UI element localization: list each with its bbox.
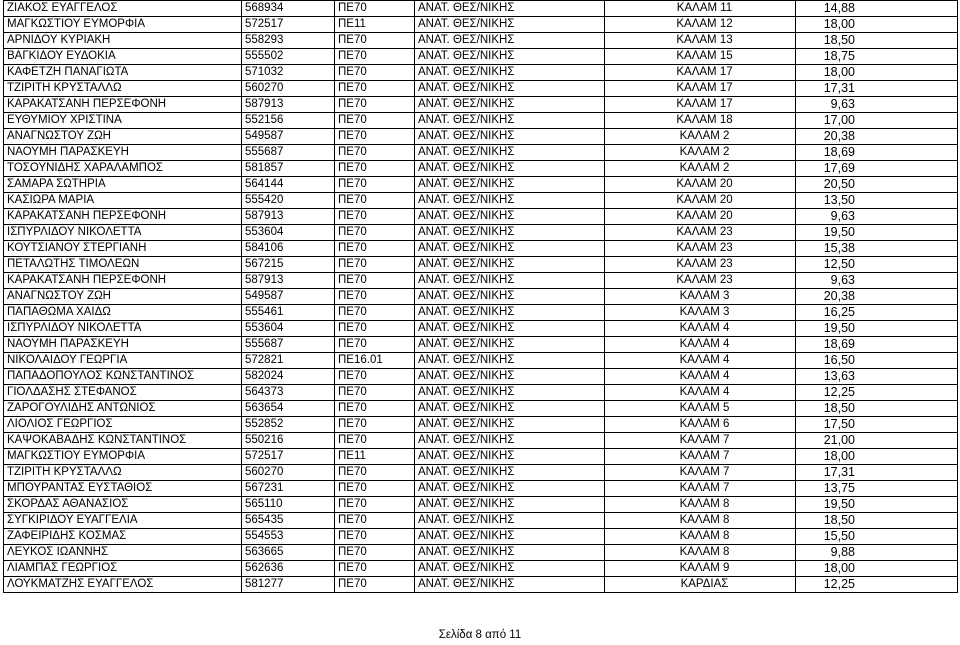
specialty-cell: ΠΕ70 (335, 577, 415, 593)
region-cell: ΑΝΑΤ. ΘΕΣ/ΝΙΚΗΣ (415, 225, 605, 241)
region-cell: ΑΝΑΤ. ΘΕΣ/ΝΙΚΗΣ (415, 113, 605, 129)
name-cell: ΣΥΓΚΙΡΙΔΟΥ ΕΥΑΓΓΕΛΙΑ (4, 513, 242, 529)
name-cell: ΚΑΦΕΤΖΗ ΠΑΝΑΓΙΩΤΑ (4, 65, 242, 81)
area-cell: ΚΑΛΑΜ 23 (605, 257, 796, 273)
score-cell: 12,50 (796, 257, 958, 273)
name-cell: ΤΟΣΟΥΝΙΔΗΣ ΧΑΡΑΛΑΜΠΟΣ (4, 161, 242, 177)
specialty-cell: ΠΕ70 (335, 273, 415, 289)
score-cell: 9,63 (796, 273, 958, 289)
area-cell: ΚΑΛΑΜ 20 (605, 193, 796, 209)
score-cell: 18,00 (796, 449, 958, 465)
name-cell: ΛΙΟΛΙΟΣ ΓΕΩΡΓΙΟΣ (4, 417, 242, 433)
name-cell: ΝΑΟΥΜΗ ΠΑΡΑΣΚΕΥΗ (4, 337, 242, 353)
name-cell: ΚΑΨΟΚΑΒΑΔΗΣ ΚΩΝΣΤΑΝΤΙΝΟΣ (4, 433, 242, 449)
area-cell: ΚΑΛΑΜ 8 (605, 513, 796, 529)
registry-number-cell: 555502 (242, 49, 335, 65)
specialty-cell: ΠΕ70 (335, 321, 415, 337)
specialty-cell: ΠΕ70 (335, 337, 415, 353)
table-row (4, 561, 958, 577)
score-cell: 14,88 (796, 1, 958, 17)
registry-number-cell: 555461 (242, 305, 335, 321)
score-cell: 17,31 (796, 465, 958, 481)
table-row (4, 177, 958, 193)
score-cell: 15,38 (796, 241, 958, 257)
specialty-cell: ΠΕ70 (335, 385, 415, 401)
specialty-cell: ΠΕ70 (335, 481, 415, 497)
score-cell: 16,50 (796, 353, 958, 369)
name-cell: ΠΕΤΑΛΩΤΗΣ ΤΙΜΟΛΕΩΝ (4, 257, 242, 273)
registry-number-cell: 564373 (242, 385, 335, 401)
score-cell: 17,50 (796, 417, 958, 433)
specialty-cell: ΠΕ70 (335, 401, 415, 417)
table-row (4, 1, 958, 17)
area-cell: ΚΑΛΑΜ 4 (605, 385, 796, 401)
specialty-cell: ΠΕ70 (335, 561, 415, 577)
specialty-cell: ΠΕ70 (335, 65, 415, 81)
registry-number-cell: 584106 (242, 241, 335, 257)
registry-number-cell: 563654 (242, 401, 335, 417)
area-cell: ΚΑΛΑΜ 4 (605, 353, 796, 369)
registry-number-cell: 582024 (242, 369, 335, 385)
candidates-table (3, 0, 958, 593)
name-cell: ΠΑΠΑΔΟΠΟΥΛΟΣ ΚΩΝΣΤΑΝΤΙΝΟΣ (4, 369, 242, 385)
area-cell: ΚΑΛΑΜ 8 (605, 529, 796, 545)
score-cell: 18,00 (796, 561, 958, 577)
registry-number-cell: 587913 (242, 209, 335, 225)
score-cell: 9,63 (796, 209, 958, 225)
name-cell: ΜΑΓΚΩΣΤΙΟΥ ΕΥΜΟΡΦΙΑ (4, 449, 242, 465)
registry-number-cell: 555420 (242, 193, 335, 209)
score-cell: 18,50 (796, 513, 958, 529)
table-row (4, 481, 958, 497)
name-cell: ΚΑΡΑΚΑΤΣΑΝΗ ΠΕΡΣΕΦΟΝΗ (4, 209, 242, 225)
region-cell: ΑΝΑΤ. ΘΕΣ/ΝΙΚΗΣ (415, 513, 605, 529)
region-cell: ΑΝΑΤ. ΘΕΣ/ΝΙΚΗΣ (415, 129, 605, 145)
area-cell: ΚΑΛΑΜ 23 (605, 273, 796, 289)
registry-number-cell: 562636 (242, 561, 335, 577)
region-cell: ΑΝΑΤ. ΘΕΣ/ΝΙΚΗΣ (415, 353, 605, 369)
area-cell: ΚΑΛΑΜ 18 (605, 113, 796, 129)
name-cell: ΛΕΥΚΟΣ ΙΩΑΝΝΗΣ (4, 545, 242, 561)
registry-number-cell: 549587 (242, 129, 335, 145)
score-cell: 19,50 (796, 321, 958, 337)
name-cell: ΛΙΑΜΠΑΣ ΓΕΩΡΓΙΟΣ (4, 561, 242, 577)
specialty-cell: ΠΕ70 (335, 113, 415, 129)
name-cell: ΕΥΘΥΜΙΟΥ ΧΡΙΣΤΙΝΑ (4, 113, 242, 129)
region-cell: ΑΝΑΤ. ΘΕΣ/ΝΙΚΗΣ (415, 1, 605, 17)
specialty-cell: ΠΕ70 (335, 97, 415, 113)
score-cell: 13,50 (796, 193, 958, 209)
name-cell: ΙΣΠΥΡΛΙΔΟΥ ΝΙΚΟΛΕΤΤΑ (4, 225, 242, 241)
name-cell: ΖΙΑΚΟΣ ΕΥΑΓΓΕΛΟΣ (4, 1, 242, 17)
region-cell: ΑΝΑΤ. ΘΕΣ/ΝΙΚΗΣ (415, 449, 605, 465)
region-cell: ΑΝΑΤ. ΘΕΣ/ΝΙΚΗΣ (415, 81, 605, 97)
registry-number-cell: 552156 (242, 113, 335, 129)
table-row (4, 97, 958, 113)
registry-number-cell: 581857 (242, 161, 335, 177)
specialty-cell: ΠΕ70 (335, 177, 415, 193)
table-row (4, 353, 958, 369)
score-cell: 12,25 (796, 577, 958, 593)
score-cell: 18,50 (796, 401, 958, 417)
table-row (4, 113, 958, 129)
registry-number-cell: 572517 (242, 17, 335, 33)
area-cell: ΚΑΛΑΜ 20 (605, 177, 796, 193)
score-cell: 21,00 (796, 433, 958, 449)
area-cell: ΚΑΛΑΜ 23 (605, 241, 796, 257)
score-cell: 18,00 (796, 65, 958, 81)
table-row (4, 209, 958, 225)
name-cell: ΖΑΡΟΓΟΥΛΙΔΗΣ ΑΝΤΩΝΙΟΣ (4, 401, 242, 417)
registry-number-cell: 560270 (242, 465, 335, 481)
specialty-cell: ΠΕ70 (335, 161, 415, 177)
specialty-cell: ΠΕ70 (335, 1, 415, 17)
registry-number-cell: 560270 (242, 81, 335, 97)
area-cell: ΚΑΛΑΜ 2 (605, 129, 796, 145)
name-cell: ΚΟΥΤΣΙΑΝΟΥ ΣΤΕΡΓΙΑΝΗ (4, 241, 242, 257)
table-row (4, 401, 958, 417)
area-cell: ΚΑΛΑΜ 3 (605, 305, 796, 321)
region-cell: ΑΝΑΤ. ΘΕΣ/ΝΙΚΗΣ (415, 33, 605, 49)
specialty-cell: ΠΕ70 (335, 225, 415, 241)
area-cell: ΚΑΛΑΜ 2 (605, 161, 796, 177)
score-cell: 9,88 (796, 545, 958, 561)
area-cell: ΚΑΛΑΜ 7 (605, 465, 796, 481)
score-cell: 18,69 (796, 145, 958, 161)
table-row (4, 545, 958, 561)
score-cell: 16,25 (796, 305, 958, 321)
table-row (4, 577, 958, 593)
region-cell: ΑΝΑΤ. ΘΕΣ/ΝΙΚΗΣ (415, 289, 605, 305)
name-cell: ΝΙΚΟΛΑΙΔΟΥ ΓΕΩΡΓΙΑ (4, 353, 242, 369)
table-row (4, 225, 958, 241)
region-cell: ΑΝΑΤ. ΘΕΣ/ΝΙΚΗΣ (415, 273, 605, 289)
region-cell: ΑΝΑΤ. ΘΕΣ/ΝΙΚΗΣ (415, 401, 605, 417)
table-row (4, 273, 958, 289)
area-cell: ΚΑΛΑΜ 4 (605, 321, 796, 337)
table-row (4, 81, 958, 97)
table-body (4, 1, 958, 593)
specialty-cell: ΠΕ70 (335, 81, 415, 97)
specialty-cell: ΠΕ70 (335, 545, 415, 561)
name-cell: ΒΑΓΚΙΔΟΥ ΕΥΔΟΚΙΑ (4, 49, 242, 65)
region-cell: ΑΝΑΤ. ΘΕΣ/ΝΙΚΗΣ (415, 209, 605, 225)
name-cell: ΚΑΡΑΚΑΤΣΑΝΗ ΠΕΡΣΕΦΟΝΗ (4, 97, 242, 113)
region-cell: ΑΝΑΤ. ΘΕΣ/ΝΙΚΗΣ (415, 257, 605, 273)
specialty-cell: ΠΕ70 (335, 33, 415, 49)
registry-number-cell: 558293 (242, 33, 335, 49)
specialty-cell: ΠΕ70 (335, 433, 415, 449)
table-row (4, 145, 958, 161)
area-cell: ΚΑΛΑΜ 9 (605, 561, 796, 577)
area-cell: ΚΑΛΑΜ 7 (605, 433, 796, 449)
score-cell: 19,50 (796, 225, 958, 241)
name-cell: ΑΝΑΓΝΩΣΤΟΥ ΖΩΗ (4, 129, 242, 145)
registry-number-cell: 567231 (242, 481, 335, 497)
score-cell: 17,31 (796, 81, 958, 97)
region-cell: ΑΝΑΤ. ΘΕΣ/ΝΙΚΗΣ (415, 321, 605, 337)
table-row (4, 385, 958, 401)
region-cell: ΑΝΑΤ. ΘΕΣ/ΝΙΚΗΣ (415, 369, 605, 385)
name-cell: ΑΝΑΓΝΩΣΤΟΥ ΖΩΗ (4, 289, 242, 305)
specialty-cell: ΠΕ11 (335, 17, 415, 33)
table-row (4, 129, 958, 145)
region-cell: ΑΝΑΤ. ΘΕΣ/ΝΙΚΗΣ (415, 385, 605, 401)
region-cell: ΑΝΑΤ. ΘΕΣ/ΝΙΚΗΣ (415, 241, 605, 257)
specialty-cell: ΠΕ70 (335, 289, 415, 305)
area-cell: ΚΑΛΑΜ 4 (605, 337, 796, 353)
region-cell: ΑΝΑΤ. ΘΕΣ/ΝΙΚΗΣ (415, 465, 605, 481)
table-row (4, 49, 958, 65)
region-cell: ΑΝΑΤ. ΘΕΣ/ΝΙΚΗΣ (415, 417, 605, 433)
table-row (4, 257, 958, 273)
region-cell: ΑΝΑΤ. ΘΕΣ/ΝΙΚΗΣ (415, 561, 605, 577)
registry-number-cell: 581277 (242, 577, 335, 593)
region-cell: ΑΝΑΤ. ΘΕΣ/ΝΙΚΗΣ (415, 481, 605, 497)
table-row (4, 321, 958, 337)
score-cell: 17,00 (796, 113, 958, 129)
registry-number-cell: 564144 (242, 177, 335, 193)
name-cell: ΠΑΠΑΘΩΜΑ ΧΑΙΔΩ (4, 305, 242, 321)
specialty-cell: ΠΕ11 (335, 449, 415, 465)
score-cell: 20,38 (796, 289, 958, 305)
region-cell: ΑΝΑΤ. ΘΕΣ/ΝΙΚΗΣ (415, 305, 605, 321)
table-row (4, 449, 958, 465)
table-row (4, 529, 958, 545)
area-cell: ΚΑΛΑΜ 2 (605, 145, 796, 161)
specialty-cell: ΠΕ70 (335, 465, 415, 481)
area-cell: ΚΑΛΑΜ 20 (605, 209, 796, 225)
area-cell: ΚΑΡΔΙΑΣ (605, 577, 796, 593)
name-cell: ΤΖΙΡΙΤΗ ΚΡΥΣΤΑΛΛΩ (4, 81, 242, 97)
area-cell: ΚΑΛΑΜ 6 (605, 417, 796, 433)
registry-number-cell: 572821 (242, 353, 335, 369)
region-cell: ΑΝΑΤ. ΘΕΣ/ΝΙΚΗΣ (415, 161, 605, 177)
area-cell: ΚΑΛΑΜ 17 (605, 81, 796, 97)
region-cell: ΑΝΑΤ. ΘΕΣ/ΝΙΚΗΣ (415, 497, 605, 513)
score-cell: 18,00 (796, 17, 958, 33)
registry-number-cell: 553604 (242, 225, 335, 241)
specialty-cell: ΠΕ70 (335, 241, 415, 257)
specialty-cell: ΠΕ70 (335, 209, 415, 225)
name-cell: ΤΖΙΡΙΤΗ ΚΡΥΣΤΑΛΛΩ (4, 465, 242, 481)
region-cell: ΑΝΑΤ. ΘΕΣ/ΝΙΚΗΣ (415, 49, 605, 65)
registry-number-cell: 555687 (242, 145, 335, 161)
score-cell: 13,75 (796, 481, 958, 497)
score-cell: 20,50 (796, 177, 958, 193)
name-cell: ΛΟΥΚΜΑΤΖΗΣ ΕΥΑΓΓΕΛΟΣ (4, 577, 242, 593)
area-cell: ΚΑΛΑΜ 17 (605, 65, 796, 81)
registry-number-cell: 563665 (242, 545, 335, 561)
name-cell: ΓΙΟΛΔΑΣΗΣ ΣΤΕΦΑΝΟΣ (4, 385, 242, 401)
table-row (4, 465, 958, 481)
registry-number-cell: 555687 (242, 337, 335, 353)
region-cell: ΑΝΑΤ. ΘΕΣ/ΝΙΚΗΣ (415, 433, 605, 449)
region-cell: ΑΝΑΤ. ΘΕΣ/ΝΙΚΗΣ (415, 337, 605, 353)
specialty-cell: ΠΕ70 (335, 193, 415, 209)
table-row (4, 337, 958, 353)
name-cell: ΑΡΝΙΔΟΥ ΚΥΡΙΑΚΗ (4, 33, 242, 49)
specialty-cell: ΠΕ70 (335, 529, 415, 545)
area-cell: ΚΑΛΑΜ 7 (605, 449, 796, 465)
name-cell: ΝΑΟΥΜΗ ΠΑΡΑΣΚΕΥΗ (4, 145, 242, 161)
page-footer: Σελίδα 8 από 11 (438, 629, 522, 641)
specialty-cell: ΠΕ70 (335, 369, 415, 385)
score-cell: 18,50 (796, 33, 958, 49)
name-cell: ΚΑΡΑΚΑΤΣΑΝΗ ΠΕΡΣΕΦΟΝΗ (4, 273, 242, 289)
area-cell: ΚΑΛΑΜ 7 (605, 481, 796, 497)
registry-number-cell: 571032 (242, 65, 335, 81)
region-cell: ΑΝΑΤ. ΘΕΣ/ΝΙΚΗΣ (415, 577, 605, 593)
name-cell: ΣΚΟΡΔΑΣ ΑΘΑΝΑΣΙΟΣ (4, 497, 242, 513)
table-row (4, 433, 958, 449)
specialty-cell: ΠΕ70 (335, 257, 415, 273)
name-cell: ΖΑΦΕΙΡΙΔΗΣ ΚΟΣΜΑΣ (4, 529, 242, 545)
region-cell: ΑΝΑΤ. ΘΕΣ/ΝΙΚΗΣ (415, 545, 605, 561)
region-cell: ΑΝΑΤ. ΘΕΣ/ΝΙΚΗΣ (415, 177, 605, 193)
score-cell: 18,69 (796, 337, 958, 353)
score-cell: 20,38 (796, 129, 958, 145)
score-cell: 17,69 (796, 161, 958, 177)
registry-number-cell: 550216 (242, 433, 335, 449)
specialty-cell: ΠΕ70 (335, 417, 415, 433)
area-cell: ΚΑΛΑΜ 8 (605, 497, 796, 513)
area-cell: ΚΑΛΑΜ 8 (605, 545, 796, 561)
registry-number-cell: 587913 (242, 97, 335, 113)
area-cell: ΚΑΛΑΜ 3 (605, 289, 796, 305)
table-row (4, 33, 958, 49)
registry-number-cell: 552852 (242, 417, 335, 433)
specialty-cell: ΠΕ70 (335, 49, 415, 65)
area-cell: ΚΑΛΑΜ 11 (605, 1, 796, 17)
region-cell: ΑΝΑΤ. ΘΕΣ/ΝΙΚΗΣ (415, 145, 605, 161)
specialty-cell: ΠΕ70 (335, 497, 415, 513)
registry-number-cell: 587913 (242, 273, 335, 289)
registry-number-cell: 567215 (242, 257, 335, 273)
name-cell: ΜΑΓΚΩΣΤΙΟΥ ΕΥΜΟΡΦΙΑ (4, 17, 242, 33)
region-cell: ΑΝΑΤ. ΘΕΣ/ΝΙΚΗΣ (415, 529, 605, 545)
table-row (4, 193, 958, 209)
region-cell: ΑΝΑΤ. ΘΕΣ/ΝΙΚΗΣ (415, 97, 605, 113)
table-row (4, 513, 958, 529)
table-row (4, 17, 958, 33)
area-cell: ΚΑΛΑΜ 15 (605, 49, 796, 65)
registry-number-cell: 553604 (242, 321, 335, 337)
registry-number-cell: 549587 (242, 289, 335, 305)
area-cell: ΚΑΛΑΜ 13 (605, 33, 796, 49)
score-cell: 12,25 (796, 385, 958, 401)
table-row (4, 369, 958, 385)
table-row (4, 497, 958, 513)
area-cell: ΚΑΛΑΜ 17 (605, 97, 796, 113)
score-cell: 15,50 (796, 529, 958, 545)
table-row (4, 305, 958, 321)
name-cell: ΣΑΜΑΡΑ ΣΩΤΗΡΙΑ (4, 177, 242, 193)
area-cell: ΚΑΛΑΜ 4 (605, 369, 796, 385)
registry-number-cell: 554553 (242, 529, 335, 545)
region-cell: ΑΝΑΤ. ΘΕΣ/ΝΙΚΗΣ (415, 193, 605, 209)
region-cell: ΑΝΑΤ. ΘΕΣ/ΝΙΚΗΣ (415, 65, 605, 81)
name-cell: ΚΑΣΙΩΡΑ ΜΑΡΙΑ (4, 193, 242, 209)
score-cell: 13,63 (796, 369, 958, 385)
specialty-cell: ΠΕ16.01 (335, 353, 415, 369)
table-row (4, 417, 958, 433)
area-cell: ΚΑΛΑΜ 23 (605, 225, 796, 241)
table-row (4, 289, 958, 305)
name-cell: ΙΣΠΥΡΛΙΔΟΥ ΝΙΚΟΛΕΤΤΑ (4, 321, 242, 337)
registry-number-cell: 572517 (242, 449, 335, 465)
registry-number-cell: 568934 (242, 1, 335, 17)
table-row (4, 65, 958, 81)
specialty-cell: ΠΕ70 (335, 145, 415, 161)
area-cell: ΚΑΛΑΜ 5 (605, 401, 796, 417)
specialty-cell: ΠΕ70 (335, 129, 415, 145)
score-cell: 19,50 (796, 497, 958, 513)
score-cell: 9,63 (796, 97, 958, 113)
score-cell: 18,75 (796, 49, 958, 65)
name-cell: ΜΠΟΥΡΑΝΤΑΣ ΕΥΣΤΑΘΙΟΣ (4, 481, 242, 497)
table-row (4, 161, 958, 177)
table-row (4, 241, 958, 257)
registry-number-cell: 565435 (242, 513, 335, 529)
registry-number-cell: 565110 (242, 497, 335, 513)
area-cell: ΚΑΛΑΜ 12 (605, 17, 796, 33)
specialty-cell: ΠΕ70 (335, 305, 415, 321)
specialty-cell: ΠΕ70 (335, 513, 415, 529)
region-cell: ΑΝΑΤ. ΘΕΣ/ΝΙΚΗΣ (415, 17, 605, 33)
